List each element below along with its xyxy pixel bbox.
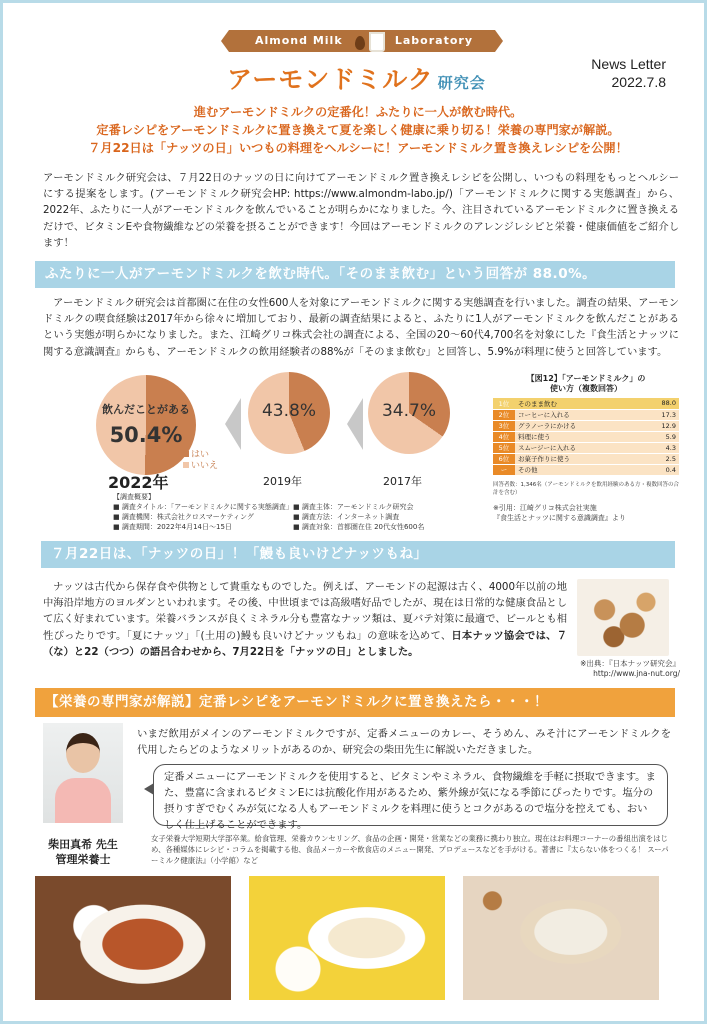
usage-rank: ー [493, 464, 515, 475]
survey-item: ■ 調査主体：アーモンドミルク研究会 [293, 503, 414, 511]
mixed-nuts-photo [577, 579, 669, 656]
usage-row [493, 409, 679, 420]
usage-row [493, 420, 679, 431]
newsletter-meta [591, 55, 666, 91]
usage-value: 5.9 [653, 431, 679, 442]
pie-2022-year: 2022年 [108, 473, 169, 492]
title-main: アーモンドミルク [227, 65, 434, 94]
pie-2017-year: 2017年 [383, 475, 422, 488]
usage-table [493, 398, 679, 476]
usage-rank: 5位 [493, 442, 515, 453]
newsletter-label: News Letter [591, 56, 666, 72]
almond-icon [355, 36, 365, 50]
fig-source-1: ※引用：江崎グリコ株式会社実施 [493, 503, 597, 512]
fig-title-2: 使い方（複数回答） [550, 384, 622, 393]
usage-value: 2.5 [653, 453, 679, 464]
section2-body-bold: 日本ナッツ協会では、７（な）と22（つつ）の語呂合わせから、7月22日を「ナッツの日」としました。 [43, 629, 567, 658]
usage-name: そのまま飲む [515, 398, 653, 409]
banner-left-text: Almond Milk [255, 34, 343, 47]
pie-2022-value: 50.4% [109, 423, 183, 447]
fig-source [493, 503, 679, 523]
banner-ribbon [229, 30, 495, 52]
usage-value: 12.9 [653, 420, 679, 431]
fig-source-2: 『食生活とナッツに関する意識調査』より [493, 513, 626, 522]
section1-body: アーモンドミルク研究会は首都圏に在住の女性600人を対象にアーモンドミルクに関する実態調査を行いました。調査の結果、アーモンドミルクの喫食経験は2017年から徐々に増加しており、最新の調査結果によると、ふたりに1人がアーモンドミルクを飲んだことがあるという実態が明らかになりました。また、江崎グリコ株式会社の調査による、全国の20～60代4,700名を対象にした『食生活とナッツに関する意識調査』からも、アーモンドミルクの飲用経験者の88%が「そのまま飲む」と回答し、5.9%が料理に使うと回答しています。 [43, 297, 679, 358]
usage-row [493, 431, 679, 442]
survey-title: 【調査概要】 [113, 493, 155, 501]
chevron-left-icon [225, 398, 241, 450]
newsletter-date: 2022.7.8 [611, 74, 666, 90]
miso-soup-photo [463, 876, 659, 1000]
expert-name-text: 柴田真希 先生 [48, 838, 118, 851]
survey-item: ■ 調査方法：インターネット調査 [293, 513, 400, 521]
expert-quote-bubble: 定番メニューにアーモンドミルクを使用すると、ビタミンやミネラル、食物繊維を手軽に摂取できます。また、豊富に含まれるビタミンEには抗酸化作用があるため、紫外線が気になる季節にぴったりです。塩分の摂りすぎでむくみが気になる人もアーモンドミルクを料理に使うとコクがあるので塩分を控えても、おいしく仕上げることができます。 [153, 764, 668, 826]
survey-item: ■ 調査タイトル：「アーモンドミルクに関する実態調査」 [113, 503, 293, 511]
nut-source-2: http://www.jna-nut.org/ [593, 669, 680, 678]
section3-body: いまだ飲用がメインのアーモンドミルクですが、定番メニューのカレー、そうめん、みそ汁にアーモンドミルクを代用したらどのようなメリットがあるのか、研究会の柴田先生に解説いただきました。 [137, 728, 671, 757]
section1-heading: ふたりに一人がアーモンドミルクを飲む時代。「そのまま飲む」という回答が 88.0%。 [35, 261, 675, 288]
milk-glass-icon [369, 32, 385, 52]
usage-value: 0.4 [653, 464, 679, 475]
curry-photo [35, 876, 231, 1000]
chevron-left-icon-2 [347, 398, 363, 450]
usage-figure [493, 374, 679, 523]
portrait-head [66, 733, 100, 773]
usage-value: 88.0 [653, 398, 679, 409]
survey-item: ■ 調査期間：2022年4月14日～15日 [113, 523, 232, 531]
legend-no: いいえ [183, 461, 218, 472]
usage-rank: 2位 [493, 409, 515, 420]
lead-headlines [33, 103, 683, 157]
usage-name: コーヒーに入れる [515, 409, 653, 420]
lead-line-1: 進むアーモンドミルクの定番化！ふたりに一人が飲む時代。 [193, 105, 523, 119]
survey-right [293, 502, 473, 532]
fig-title-1: 【図12】「アーモンドミルク」の [526, 374, 646, 383]
header-banner [221, 24, 503, 56]
usage-value: 17.3 [653, 409, 679, 420]
pie-legend [183, 450, 218, 472]
nut-source [570, 659, 680, 679]
section2-body-text: ナッツは古代から保存食や供物として貴重なものでした。例えば、アーモンドの起源は古く、4000年以前の地中海沿岸地方のヨルダンといわれます。その後、中世頃までは高級嗜好品でしたが、現在は日常的な健康食品として広く好まれています。栄養バランスが良くミネラル分も豊富なナッツ類は、夏バテ対策に最適で、ビールとも相性ぴったりです。「夏にナッツ」「(土用の)鰻も良いけどナッツもね」の意味を込めて、 [43, 581, 568, 642]
pie-2022-label: 飲んだことがある [102, 403, 190, 416]
page-title [227, 60, 486, 96]
portrait-body [55, 778, 111, 823]
lead-line-2: 定番レシピをアーモンドミルクに置き換えて夏を楽しく健康に乗り切る！栄養の専門家が解説。 [96, 123, 620, 137]
expert-bio: 女子栄養大学短期大学部卒業。給食管理、栄養カウンセリング、食品の企画・開発・営業などの業務に携わり独立。現在はお料理コーナーの番組出演をはじめ、各種媒体にレシピ・コラムを掲載する他、食品メーカーや飲食店のメニュー開発、プロデュースなどを手がける。著書に『太らない体をつくる！ スーパーミルク健康法』（小学館）など [151, 834, 669, 865]
section2-body [43, 579, 567, 660]
usage-name: その他 [515, 464, 653, 475]
expert-portrait [43, 723, 123, 823]
pie-2019-year: 2019年 [263, 475, 302, 488]
pie-2019-value: 43.8% [261, 401, 316, 421]
legend-yes: はい [183, 450, 218, 461]
survey-item: ■ 調査機関：株式会社クロスマーケティング [113, 513, 254, 521]
usage-row [493, 464, 679, 475]
section3-heading: 【栄養の専門家が解説】定番レシピをアーモンドミルクに置き換えたら・・・！ [35, 688, 675, 717]
intro-paragraph: アーモンドミルク研究会は、７月22日のナッツの日に向けてアーモンドミルク置き換えレシピを公開し、いつもの料理をもっとヘルシーにする提案をします。(アーモンドミルク研究会HP: https://www.almondm-labo.jp/)「アーモンドミルクに関する実態調査」から、2022年、ふたりに一人がアーモンドミルクを飲んでいることが明らかになりました。今、注目されているアーモンドミルクに置き換えるだけで、ビタミンEや食物繊維などの栄養を摂ることができます！今回はアーモンドミルクのアレンジレシピと栄養・健康価値をご紹介します！ [43, 172, 679, 249]
usage-rank: 6位 [493, 453, 515, 464]
fig-note: 回答者数：1,346名（アーモンドミルクを飲用経験のある方・複数回答の合計を含む） [493, 481, 679, 496]
usage-row [493, 453, 679, 464]
pie-2017-value: 34.7% [381, 401, 436, 421]
section2-heading: ７月22日は、「ナッツの日」！「鰻も良いけどナッツもね」 [41, 541, 675, 568]
expert-name [41, 837, 125, 867]
usage-name: お菓子作りに使う [515, 453, 653, 464]
banner-right-text: Laboratory [394, 34, 473, 47]
usage-rank: 3位 [493, 420, 515, 431]
expert-role: 管理栄養士 [55, 853, 111, 866]
title-sub: 研究会 [437, 74, 486, 92]
usage-row [493, 398, 679, 409]
survey-item: ■ 調査対象：首都圏在住 20代女性600名 [293, 523, 425, 531]
usage-name: スムージーに入れる [515, 442, 653, 453]
usage-rank: 4位 [493, 431, 515, 442]
survey-left [113, 502, 293, 532]
usage-name: グラノーラにかける [515, 420, 653, 431]
usage-row [493, 442, 679, 453]
usage-value: 4.3 [653, 442, 679, 453]
somen-photo [249, 876, 445, 1000]
usage-name: 料理に使う [515, 431, 653, 442]
nut-source-1: ※出典：『日本ナッツ研究会』 [580, 659, 680, 668]
lead-line-3: ７月22日は「ナッツの日」いつもの料理をヘルシーに！アーモンドミルク置き換えレシピを公開！ [88, 141, 628, 155]
usage-rank: 1位 [493, 398, 515, 409]
survey-summary [113, 492, 473, 532]
